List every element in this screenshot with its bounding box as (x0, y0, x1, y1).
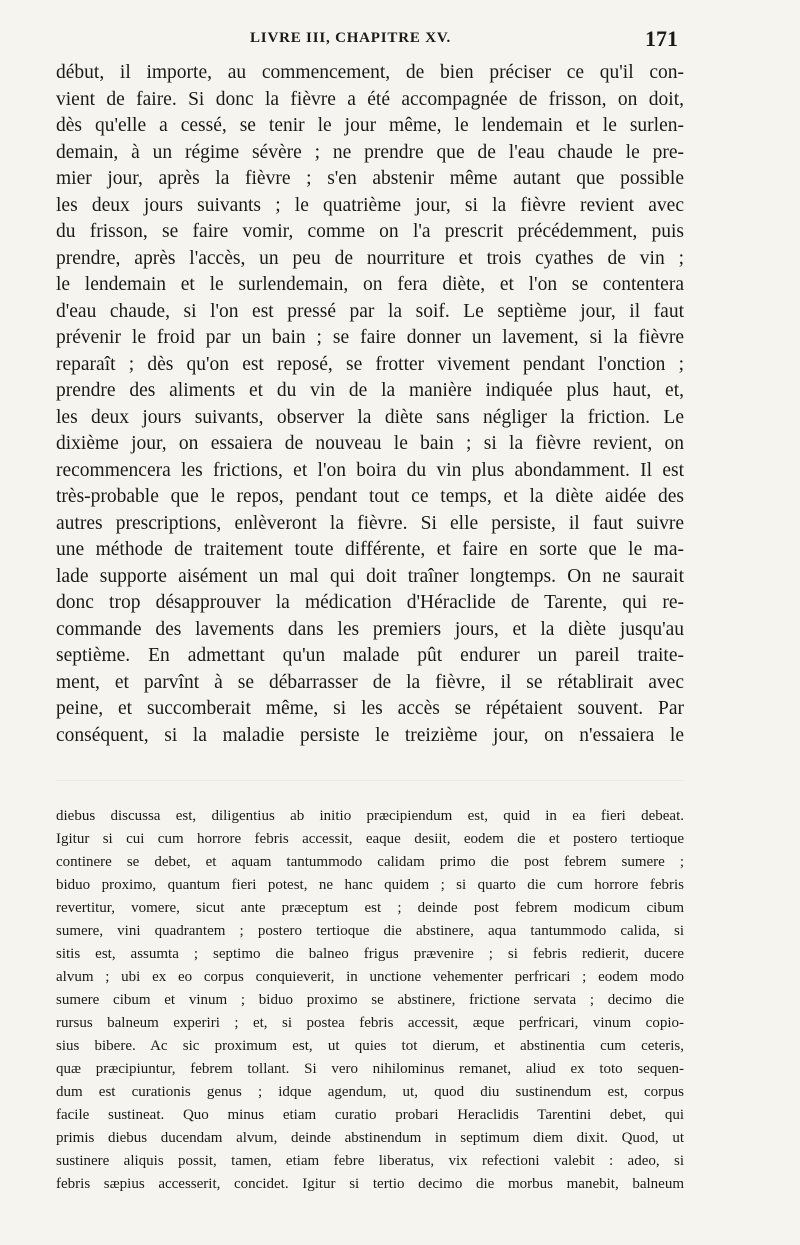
text-line: commande des lavements dans les premiers jours, et la diète jusqu'au (56, 618, 684, 640)
main-text (56, 60, 684, 749)
page-number: 171 (645, 26, 678, 51)
text-line: donc trop désapprouver la médication d'Héraclide de Tarente, qui re- (56, 592, 684, 613)
text-line: prendre, après l'accès, un peu de nourriture et trois cyathes de vin ; (56, 247, 684, 269)
running-title: LIVRE III, CHAPITRE XV. (250, 30, 452, 46)
text-line: dixième jour, on essaiera de nouveau le bain ; si la fièvre revient, on (56, 433, 684, 454)
faint-rule (56, 780, 684, 781)
text-line: le lendemain et le surlendemain, on fera diète, et l'on se contentera (56, 274, 684, 295)
footnote-line: biduo proximo, quantum fieri potest, ne hanc quidem ; si quarto die cum horrore febris (56, 877, 684, 893)
text-line: prendre des aliments et du vin de la manière indiquée plus haut, et, (56, 380, 684, 401)
text-line: très-probable que le repos, pendant tout ce temps, et la diète aidée des (56, 486, 684, 507)
footnote-line: sumere cibum et vinum ; biduo proximo se abstinere, frictione servata ; decimo die (56, 992, 684, 1008)
text-line: recommencera les frictions, et l'on boira du vin plus abondamment. Il est (56, 459, 684, 481)
text-line: du frisson, se faire vomir, comme on l'a prescrit précédemment, puis (56, 221, 684, 242)
text-line: début, il importe, au commencement, de bien préciser ce qu'il con- (56, 62, 684, 83)
text-line: conséquent, si la maladie persiste le treizième jour, on n'essaiera le (56, 724, 684, 746)
text-line: demain, à un régime sévère ; ne prendre que de l'eau chaude le pre- (56, 141, 684, 163)
footnote-line: primis diebus ducendam alvum, deinde abstinendum in septimum diem dixit. Quod, ut (56, 1130, 684, 1146)
text-line: prévenir le froid par un bain ; se faire donner un lavement, si la fièvre (56, 327, 684, 348)
footnote-line: sius bibere. Ac sic proximum est, ut quies tot dierum, et abstinentia cum ceteris, (56, 1038, 684, 1054)
text-line: reparaît ; dès qu'on est reposé, se frotter vivement pendant l'onction ; (56, 353, 684, 375)
footnote-line: quæ præcipiuntur, febrem tollant. Si vero nihilominus remanet, aliud ex toto sequen- (56, 1061, 684, 1077)
footnote-line: diebus discussa est, diligentius ab initio præcipiendum est, quid in ea fieri debeat. (56, 808, 684, 824)
text-line: mier jour, après la fièvre ; s'en abstenir même autant que possible (56, 168, 684, 189)
footnote-line: alvum ; ubi ex eo corpus conquieverit, in unctione vehementer perfricari ; eodem modo (56, 969, 684, 985)
footnote-line: sitis est, assumta ; septimo die balneo frigus prævenire ; si febris redierit, ducere (56, 946, 684, 962)
text-line: les deux jours suivants, observer la diète sans négliger la friction. Le (56, 406, 684, 428)
text-line: autres prescriptions, enlèveront la fièvre. Si elle persiste, il faut suivre (56, 512, 684, 534)
text-line: peine, et succomberait même, si les accès se répétaient souvent. Par (56, 698, 684, 719)
footnote-text (56, 805, 684, 1196)
text-line: d'eau chaude, si l'on est pressé par la soif. Le septième jour, il faut (56, 300, 684, 322)
footnote-line: facile sustineat. Quo minus etiam curatio probari Heraclidis Tarentini debet, qui (56, 1107, 684, 1123)
text-line: septième. En admettant qu'un malade pût endurer un pareil traite- (56, 645, 684, 666)
footnote-line: sustinere aliquis possit, tamen, etiam febre liberatus, vix refectioni valebit : adeo, si (56, 1153, 684, 1169)
footnote-line: sumere, vini quadrantem ; postero tertioque die abstinere, aqua tantummodo calida, si (56, 923, 684, 939)
footnote-line: revertitur, vomere, sicut ante præceptum est ; deinde post febrem modicum cibum (56, 900, 684, 916)
running-head (0, 26, 800, 52)
footnote-line: continere se debet, et aquam tantummodo calidam primo die post febrem sumere ; (56, 854, 684, 870)
text-line: les deux jours suivants ; le quatrième jour, si la fièvre revient avec (56, 194, 684, 216)
footnote-line: febris sæpius accesserit, concidet. Igitur si tertio decimo die morbus manebit, balneum (56, 1176, 684, 1192)
text-line: une méthode de traitement toute différente, et faire en sorte que le ma- (56, 539, 684, 560)
text-line: ment, et parvînt à se débarrasser de la fièvre, il se rétablirait avec (56, 671, 684, 693)
text-line: lade supporte aisément un mal qui doit traîner longtemps. On ne saurait (56, 565, 684, 587)
footnote-line: dum est curationis genus ; idque agendum, ut, quod diu sustinendum est, corpus (56, 1084, 684, 1100)
text-line: dès qu'elle a cessé, se tenir le jour même, le lendemain et le surlen- (56, 115, 684, 136)
text-line: vient de faire. Si donc la fièvre a été accompagnée de frisson, on doit, (56, 88, 684, 110)
footnote-line: Igitur si cui cum horrore febris accessit, eaque desiit, eodem die et postero tertioque (56, 831, 684, 847)
footnote-line: rursus balneum experiri ; et, si postea febris accessit, æque perfricari, vinum copio- (56, 1015, 684, 1031)
